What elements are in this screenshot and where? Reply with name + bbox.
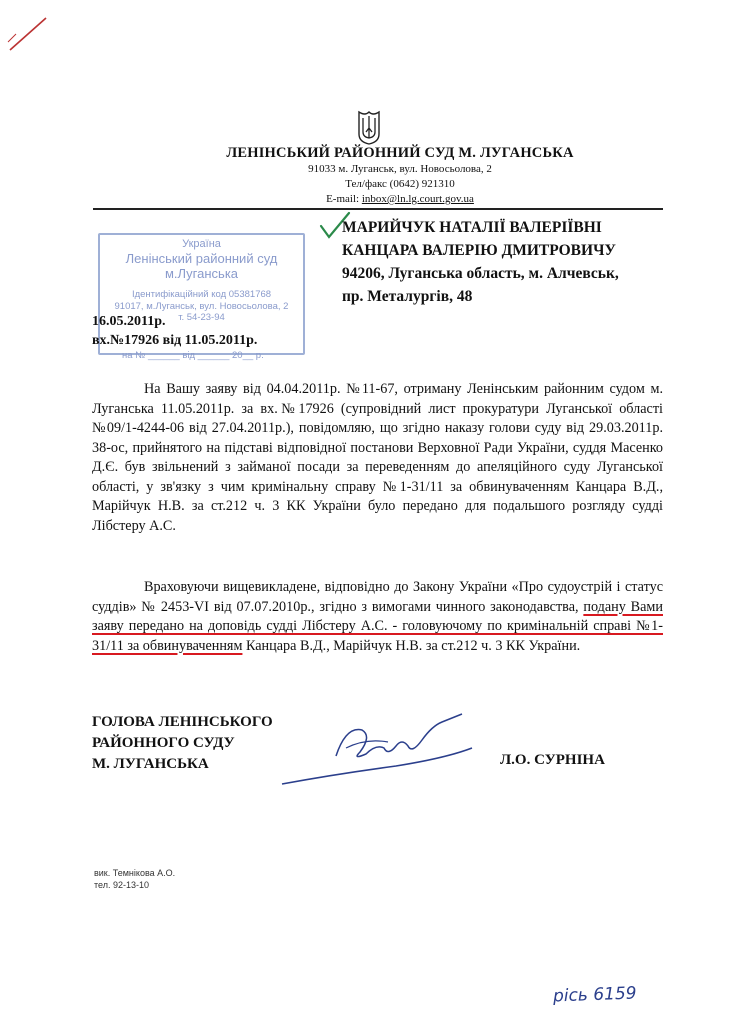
stamp-court: Ленінський районний суд [125, 251, 278, 266]
registration-incoming: вх.№17926 від 11.05.2011р. [92, 333, 258, 348]
court-name: ЛЕНІНСЬКИЙ РАЙОННИЙ СУД М. ЛУГАНСЬКА [226, 145, 574, 161]
header-divider [93, 208, 663, 210]
email-label: E-mail: [326, 193, 362, 205]
recipient-line-1: МАРИЙЧУК НАТАЛІЇ ВАЛЕРІЇВНІ [342, 219, 602, 236]
stamp-reference-line: на № ______ від ______ 20__ р. [122, 350, 264, 361]
court-email[interactable]: inbox@ln.lg.court.gov.ua [361, 193, 474, 205]
court-address: 91033 м. Луганськ, вул. Новосьолова, 2 [308, 163, 492, 175]
signatory-title [92, 712, 273, 775]
registration-date: 16.05.2011р. [92, 314, 166, 329]
signatory-title-line-2: РАЙОННОГО СУДУ [92, 735, 235, 751]
stamp-id-code: Ідентифікаційний код 05381768 [131, 289, 272, 300]
handwritten-archive-note: рісь 6159 [552, 983, 637, 1007]
recipient-line-3: 94206, Луганська область, м. Алчевськ, [342, 265, 619, 282]
executor-block [94, 867, 175, 891]
recipient-line-4: пр. Металургів, 48 [342, 288, 473, 305]
recipient-block [342, 216, 619, 308]
executor-phone: тел. 92-13-10 [94, 880, 150, 890]
court-email-line [150, 193, 650, 205]
recipient-line-2: КАНЦАРА ВАЛЕРІЮ ДМИТРОВИЧУ [342, 242, 616, 259]
executor-name: вик. Темнікова А.О. [94, 868, 176, 878]
body-paragraph-2 [92, 578, 663, 656]
stamp-city: м.Луганська [164, 266, 239, 281]
signatory-title-line-1: ГОЛОВА ЛЕНІНСЬКОГО [92, 714, 273, 730]
body-paragraph-1: На Вашу заяву від 04.04.2011р. №11-67, отриману Ленінським районним судом м. Луганська 11.05.2011р. за вх.№17926 (супровідний лист прокуратури Луганської області №09/1-4244-06 від 27.04.2011р.), повідомляю, що згідно наказу голови суду від 29.03.2011р. 38-ос, прийнятого на підставі відповідної постанови Верховної Ради України, суддя Масенко Д.Є. був звільнений з займаної посади за переведенням до апеляційного суду Луганської області, у зв'язку з чим кримінальну справу №1-31/11 за обвинуваченням Канцара В.Д., Марійчук Н.В. за ст.212 ч. 3 КК України було передано для подальшого розгляду судді Лібстеру А.С. [92, 381, 663, 534]
para2-start: Враховуючи вищевикладене, відповідно до Закону України «Про судоустрій і статус суддів» № 2453-VI від 07.07.2010р., згідно з вимогами чинного законодавства, [92, 579, 663, 615]
ukraine-trident-icon [356, 108, 382, 146]
handwritten-signature [276, 708, 476, 790]
stamp-address: 91017, м.Луганськ, вул. Новосьолова, 2 [114, 301, 289, 312]
stamp-phone: т. 54-23-94 [178, 312, 225, 323]
para2-highlight: подану Вами заяву передано на доповідь судді Лібстеру А.С. - головуючому по кримінальній справі №1-31/11 за обвинуваченням [92, 598, 663, 654]
corner-pencil-mark [6, 14, 50, 54]
signatory-name: Л.О. СУРНІНА [500, 752, 605, 768]
para2-end: Канцара В.Д., Марійчук Н.В. за ст.212 ч. 3 КК України. [242, 637, 581, 654]
court-phone: Тел/факс (0642) 921310 [345, 178, 455, 190]
stamp-country: Україна [182, 238, 221, 250]
signatory-title-line-3: М. ЛУГАНСЬКА [92, 756, 209, 772]
